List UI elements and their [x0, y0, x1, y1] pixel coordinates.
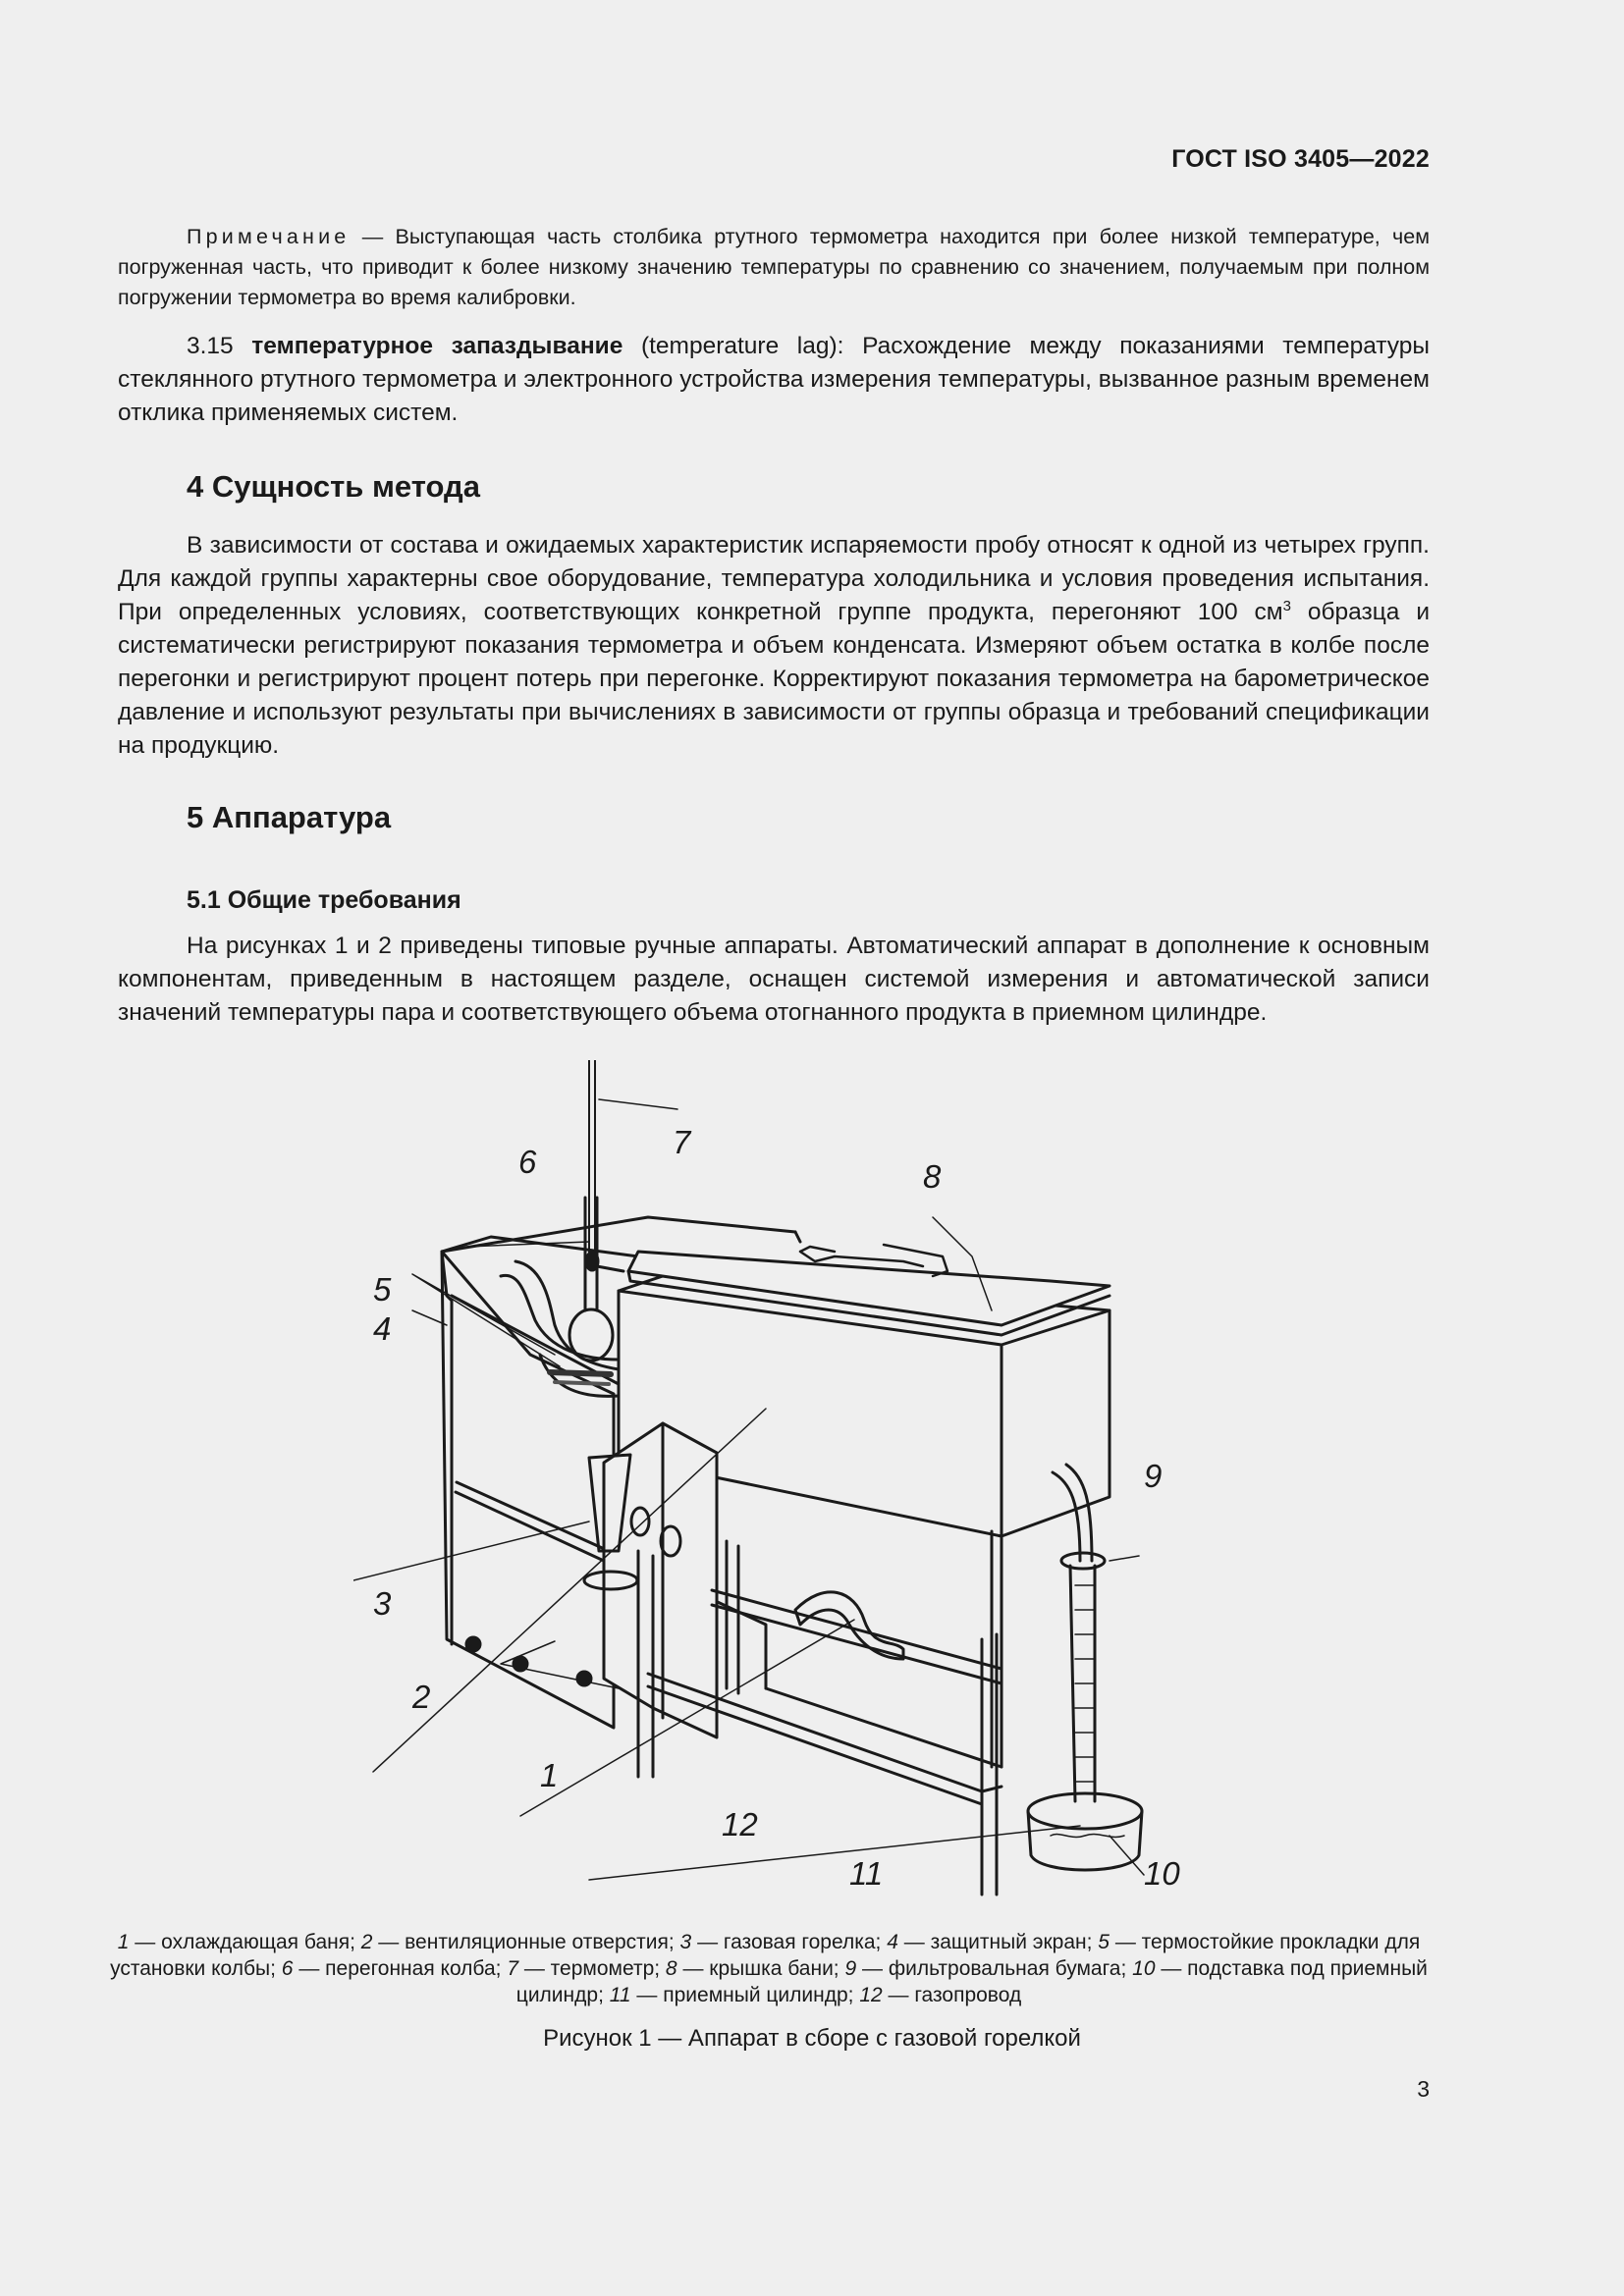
callout-11: 11 — [849, 1855, 884, 1892]
term-definition-text: : Расхождение между показаниями температуры стеклянного ртутного термометра и электронного устройства измерения температуры, вызванное разным временем отклика применяемых систем. — [118, 333, 1430, 426]
lower-rail-left — [457, 1482, 609, 1551]
legend-item: 3 — газовая горелка; — [679, 1931, 888, 1953]
term-definition-3-15 — [118, 330, 1430, 430]
heat-pads — [550, 1372, 611, 1374]
callout-2: 2 — [412, 1679, 431, 1715]
filter-paper — [1061, 1553, 1105, 1569]
callout-4: 4 — [373, 1310, 392, 1347]
legend-item: 12 — газопровод — [859, 1984, 1022, 2006]
note-label: Примечание — [187, 225, 351, 248]
callout-9: 9 — [1144, 1458, 1163, 1494]
section-4-text-a: В зависимости от состава и ожидаемых характеристик испаряемости пробу относят к одной из четырех групп. Для каждой группы характерны свое оборудование, температура холодильника и условия проведения испытания. При определенных условиях, соответствующих конкретной группе продукта, перегоняют 100 см — [118, 532, 1430, 625]
cylinder-stand — [1028, 1793, 1142, 1829]
distillation-flask — [569, 1309, 613, 1361]
callout-1: 1 — [540, 1757, 559, 1793]
legend-item: 6 — перегонная колба; — [281, 1957, 508, 1980]
legend-item: 2 — вентиляционные отверстия; — [360, 1931, 680, 1953]
legend-item: 8 — крышка бани; — [665, 1957, 845, 1980]
figure-caption: Рисунок 1 — Аппарат в сборе с газовой горелкой — [543, 2025, 1081, 2052]
section-5-1-paragraph — [118, 930, 1430, 1030]
callout-3: 3 — [373, 1585, 392, 1622]
figure-legend — [108, 1929, 1430, 2008]
callout-5: 5 — [373, 1271, 392, 1308]
legend-item: 1 — охлаждающая баня; — [117, 1931, 361, 1953]
legend-item: 9 — фильтровальная бумага; — [844, 1957, 1133, 1980]
callout-6: 6 — [518, 1144, 537, 1180]
section-5-title: 5 Аппаратура — [187, 800, 392, 834]
document-header: ГОСТ ISO 3405—2022 — [1171, 145, 1430, 173]
section-4-paragraph — [118, 529, 1430, 763]
vent-hole-3 — [577, 1672, 591, 1685]
legend-item: 10 — подставка под приемный цилиндр; — [515, 1957, 1428, 2006]
gas-pipe — [795, 1592, 903, 1659]
figure-1-apparatus — [353, 1060, 1198, 1929]
term-english: (temperature lag) — [640, 333, 838, 359]
superscript-3: 3 — [1282, 597, 1291, 614]
callout-12: 12 — [722, 1806, 758, 1842]
page-number: 3 — [1417, 2076, 1430, 2102]
subsection-5-1-title: 5.1 Общие требования — [187, 886, 461, 914]
protective-screen-left — [442, 1252, 614, 1728]
apparatus-drawing — [353, 1060, 1198, 1924]
note-text: — Выступающая часть столбика ртутного термометра находится при более низкой температуре, чем погруженная часть, что приводит к более низкому значению температуры по сравнению со значением, получаемым при полном погружении термометра во время калибровки. — [118, 225, 1430, 309]
legend-item: 11 — приемный цилиндр; — [609, 1984, 860, 2006]
note-paragraph — [118, 222, 1430, 313]
legend-item: 7 — термометр; — [507, 1957, 666, 1980]
section-4-text-b: образца и систематически регистрируют показания термометра и объем конденсата. Измеряют объем остатка в колбе после перегонки и регистрируют процент потерь при перегонке. Корректируют показания термометра на барометрическое давление и используют результаты при вычислениях в зависимости от группы образца и требований спецификации на продукцию. — [118, 599, 1431, 759]
callout-7: 7 — [673, 1124, 691, 1160]
legend-item: 5 — термостойкие прокладки для установки колбы; — [110, 1931, 1421, 1980]
term-number: 3.15 — [187, 333, 234, 359]
vent-hole-1 — [466, 1637, 480, 1651]
legend-item: 4 — защитный экран; — [887, 1931, 1099, 1953]
term-name: температурное запаздывание — [251, 333, 623, 359]
section-5-1-text: На рисунках 1 и 2 приведены типовые ручные аппараты. Автоматический аппарат в дополнение к основным компонентам, приведенным в настоящем разделе, оснащен системой измерения и автоматической записи значений температуры пара и соответствующего объема отогнанного продукта в приемном цилиндре. — [118, 933, 1430, 1026]
callout-8: 8 — [923, 1158, 942, 1195]
top-rail-back — [442, 1217, 795, 1252]
section-4-title: 4 Сущность метода — [187, 469, 480, 504]
callout-10: 10 — [1144, 1855, 1180, 1892]
lower-rail-front — [712, 1590, 1001, 1669]
bath-lid — [628, 1252, 1110, 1325]
